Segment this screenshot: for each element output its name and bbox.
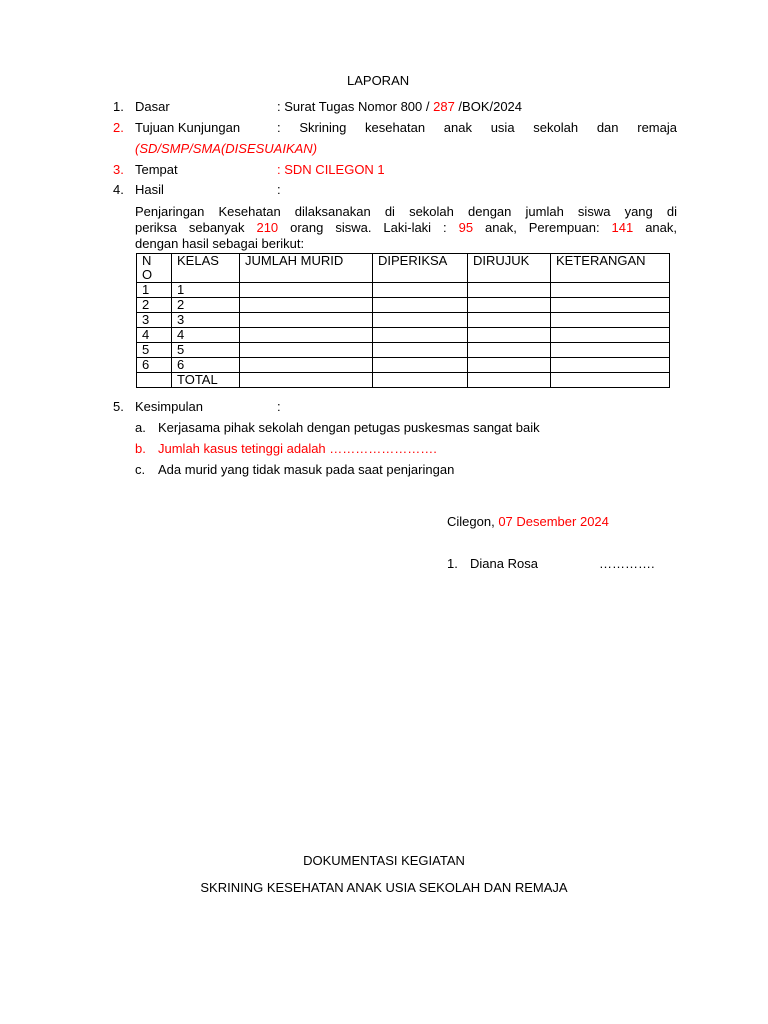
cell-dirujuk: [468, 358, 551, 373]
cell-diperiksa: [373, 343, 468, 358]
report-date: 07 Desember 2024: [498, 514, 609, 529]
cell-keterangan: [551, 298, 670, 313]
hasil-paragraph-line-1: Penjaringan Kesehatan dilaksanakan di sekolah dengan jumlah siswa yang di: [135, 204, 677, 219]
cell-diperiksa: [373, 313, 468, 328]
item-label: Dasar: [135, 99, 170, 114]
cell-kelas: 2: [172, 298, 240, 313]
cell-kelas: 5: [172, 343, 240, 358]
cell-dirujuk: [468, 283, 551, 298]
cell-kelas: 1: [172, 283, 240, 298]
cell-no: 3: [137, 313, 172, 328]
cell-kelas: 4: [172, 328, 240, 343]
cell-keterangan: [551, 328, 670, 343]
cell-keterangan: [551, 358, 670, 373]
item-number: 5.: [113, 399, 124, 414]
cell-diperiksa: [373, 283, 468, 298]
header-cell-jumlah-murid: JUMLAH MURID: [240, 254, 373, 283]
cell-no: 2: [137, 298, 172, 313]
cell-no: 5: [137, 343, 172, 358]
item-label: Hasil: [135, 182, 164, 197]
table-header-row: [137, 254, 670, 283]
letter-number: 287: [433, 99, 455, 114]
cell-dirujuk: [468, 298, 551, 313]
cell-kelas: TOTAL: [172, 373, 240, 388]
cell-no: 1: [137, 283, 172, 298]
hasil-paragraph-line-2: periksa sebanyak 210 orang siswa. Laki-laki : 95 anak, Perempuan: 141 anak,: [135, 220, 678, 235]
documentation-heading: DOKUMENTASI KEGIATAN: [303, 853, 465, 868]
header-cell-keterangan: KETERANGAN: [551, 254, 670, 283]
item-number: 4.: [113, 182, 124, 197]
cell-diperiksa: [373, 298, 468, 313]
table-row: [137, 298, 670, 313]
signer-line: [447, 556, 655, 572]
page-title: LAPORAN: [347, 73, 410, 88]
item-tujuan-value: : Skrining kesehatan anak usia sekolah dan remaja: [277, 120, 677, 135]
item-colon: :: [277, 182, 281, 197]
cell-jumlah-murid: [240, 373, 373, 388]
header-cell-diperiksa: DIPERIKSA: [373, 254, 468, 283]
item-label: Tempat: [135, 162, 178, 177]
cell-dirujuk: [468, 328, 551, 343]
table-row: [137, 328, 670, 343]
item-value: : SDN CILEGON 1: [277, 162, 385, 177]
cell-keterangan: [551, 373, 670, 388]
item-number: 1.: [113, 99, 124, 114]
header-cell-dirujuk: DIRUJUK: [468, 254, 551, 283]
cell-dirujuk: [468, 313, 551, 328]
table-row: [137, 313, 670, 328]
documentation-subheading: SKRINING KESEHATAN ANAK USIA SEKOLAH DAN REMAJA: [200, 880, 568, 895]
signer-name: Diana Rosa: [470, 556, 538, 571]
cell-jumlah-murid: [240, 358, 373, 373]
cell-jumlah-murid: [240, 283, 373, 298]
table-row: [137, 343, 670, 358]
signature-dots: ………….: [599, 556, 655, 571]
cell-diperiksa: [373, 373, 468, 388]
hasil-paragraph-line-3: dengan hasil sebagai berikut:: [135, 236, 305, 251]
header-cell-no: NO: [137, 254, 172, 283]
item-label: Tujuan Kunjungan: [135, 120, 241, 135]
item-value: : Surat Tugas Nomor 800 / 287 /BOK/2024: [277, 99, 523, 114]
table-row: [137, 283, 670, 298]
cell-jumlah-murid: [240, 313, 373, 328]
table-row: [137, 358, 670, 373]
female-count: 141: [611, 220, 634, 235]
signer-number: 1.: [447, 556, 458, 571]
table-total-row: [137, 373, 670, 388]
cell-jumlah-murid: [240, 298, 373, 313]
place-date: Cilegon, 07 Desember 2024: [447, 514, 609, 529]
cell-keterangan: [551, 343, 670, 358]
cell-jumlah-murid: [240, 343, 373, 358]
item-number: 2.: [113, 120, 124, 135]
cell-dirujuk: [468, 343, 551, 358]
cell-no: 6: [137, 358, 172, 373]
item-label: Kesimpulan: [135, 399, 203, 414]
total-count: 210: [256, 220, 279, 235]
male-count: 95: [458, 220, 474, 235]
cell-jumlah-murid: [240, 328, 373, 343]
item-number: 3.: [113, 162, 124, 177]
cell-kelas: 3: [172, 313, 240, 328]
cell-keterangan: [551, 313, 670, 328]
cell-no: [137, 373, 172, 388]
cell-kelas: 6: [172, 358, 240, 373]
cell-keterangan: [551, 283, 670, 298]
cell-diperiksa: [373, 328, 468, 343]
header-cell-kelas: KELAS: [172, 254, 240, 283]
cell-dirujuk: [468, 373, 551, 388]
cell-no: 4: [137, 328, 172, 343]
cell-diperiksa: [373, 358, 468, 373]
item-tujuan-value-line2: (SD/SMP/SMA(DISESUAIKAN): [135, 141, 318, 156]
screening-table: [136, 253, 670, 388]
item-colon: :: [277, 399, 281, 414]
